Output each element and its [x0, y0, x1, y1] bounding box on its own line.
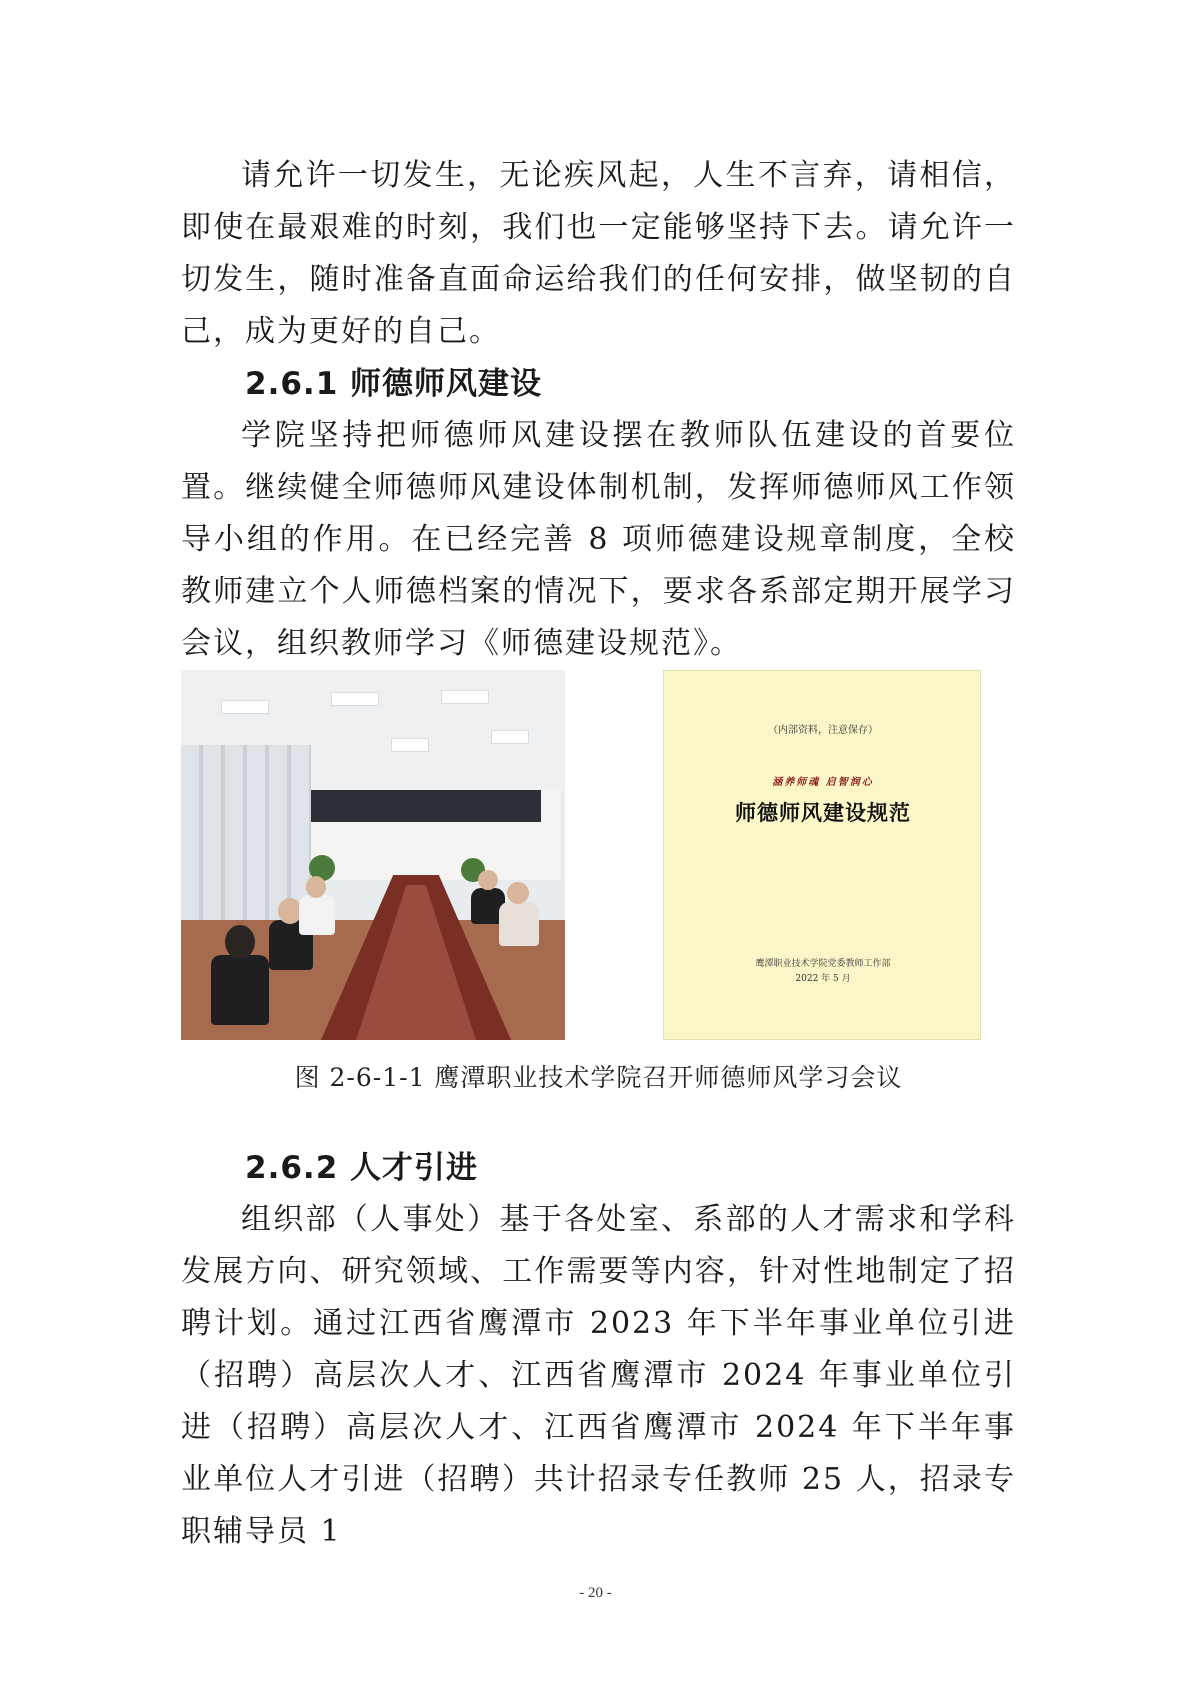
- section-heading-2-6-1: 2.6.1 师德师风建设: [245, 366, 543, 402]
- attendee: [499, 902, 539, 946]
- intro-block: [181, 150, 1016, 358]
- booklet-org: 鹰潭职业技术学院党委教师工作部: [755, 959, 891, 969]
- ceiling-light: [221, 700, 269, 714]
- attendee-head: [478, 870, 498, 890]
- attendee-head: [225, 925, 255, 959]
- booklet-motto: 涵养师魂 启智润心: [772, 777, 874, 788]
- wall-screen: [311, 790, 541, 822]
- section-2-6-1-paragraph: 学院坚持把师德师风建设摆在教师队伍建设的首要位置。继续健全师德师风建设体制机制，发挥师德师风工作领导小组的作用。在已经完善 8 项师德建设规章制度，全校教师建立个人师德档案的情况下，要求各系部定期开展学习会议，组织教师学习《师德建设规范》。: [181, 418, 1016, 661]
- section-2-6-2: [181, 1142, 1016, 1558]
- booklet-note: （内部资料，注意保存）: [768, 725, 878, 736]
- ceiling-light: [331, 692, 379, 706]
- attendee: [299, 895, 335, 935]
- section-2-6-1: [181, 358, 1016, 670]
- intro-paragraph: 请允许一切发生，无论疾风起，人生不言弃，请相信，即使在最艰难的时刻，我们也一定能够坚持下去。请允许一切发生，随时准备直面命运给我们的任何安排，做坚韧的自己，成为更好的自己。: [181, 158, 1016, 349]
- figure-caption: 图 2-6-1-1 鹰潭职业技术学院召开师德师风学习会议: [294, 1063, 903, 1092]
- ceiling-light: [441, 690, 489, 704]
- meeting-photo: [181, 670, 565, 1040]
- ceiling-light: [391, 738, 429, 752]
- attendee-head: [306, 876, 326, 898]
- section-2-6-2-paragraph: 组织部（人事处）基于各处室、系部的人才需求和学科发展方向、研究领域、工作需要等内容，针对性地制定了招聘计划。通过江西省鹰潭市 2023 年下半年事业单位引进（招聘）高层次人才、江西省鹰潭市 2024 年事业单位引进（招聘）高层次人才、江西省鹰潭市 2024 年下半年事业单位人才引进（招聘）共计招录专任教师 25 人，招录专职辅导员 1: [181, 1202, 1016, 1549]
- booklet-cover: [663, 670, 981, 1040]
- page-number: - 20 -: [579, 1585, 612, 1601]
- booklet-date: 2022 年 5 月: [795, 974, 851, 984]
- attendee: [211, 955, 269, 1025]
- booklet-title: 师德师风建设规范: [735, 801, 911, 825]
- ceiling-light: [491, 730, 529, 744]
- section-heading-2-6-2: 2.6.2 人才引进: [245, 1150, 479, 1186]
- attendee-head: [507, 882, 529, 904]
